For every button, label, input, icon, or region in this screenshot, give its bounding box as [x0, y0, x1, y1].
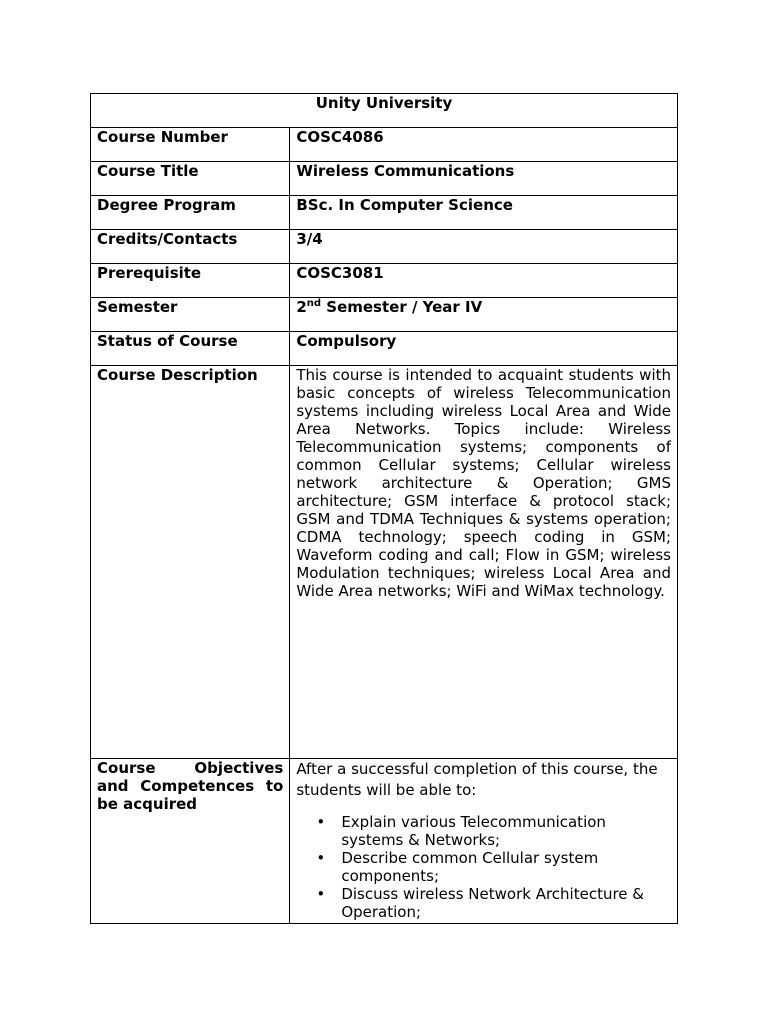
prerequisite-value: COSC3081	[290, 264, 678, 298]
list-item	[296, 849, 671, 885]
list-item	[296, 885, 671, 921]
table-row-status	[91, 332, 678, 366]
degree-program-label: Degree Program	[91, 196, 290, 230]
course-objectives-label: Course Objectives and Competences to be acquired	[91, 759, 290, 924]
credits-label: Credits/Contacts	[91, 230, 290, 264]
list-item	[296, 813, 671, 849]
bullet-icon: •	[316, 813, 326, 831]
course-description-label: Course Description	[91, 366, 290, 759]
table-row-semester	[91, 298, 678, 332]
table-row-description	[91, 366, 678, 759]
semester-value	[290, 298, 678, 332]
university-title-cell	[91, 94, 678, 128]
course-title-value: Wireless Communications	[290, 162, 678, 196]
semester-label: Semester	[91, 298, 290, 332]
course-title-label: Course Title	[91, 162, 290, 196]
objective-text: Describe common Cellular system components;	[341, 849, 599, 885]
course-number-value: COSC4086	[290, 128, 678, 162]
university-title: Unity University	[315, 94, 453, 112]
degree-program-value: BSc. In Computer Science	[290, 196, 678, 230]
semester-number: 2	[296, 298, 307, 316]
course-number-label: Course Number	[91, 128, 290, 162]
semester-ordinal-suffix: nd	[306, 298, 322, 309]
table-title-row	[91, 94, 678, 128]
bullet-icon: •	[316, 849, 326, 867]
table-row-course-number	[91, 128, 678, 162]
semester-text: Semester / Year IV	[321, 298, 483, 316]
objectives-intro: After a successful completion of this course, the students will be able to:	[296, 760, 658, 799]
status-value: Compulsory	[290, 332, 678, 366]
credits-value: 3/4	[290, 230, 678, 264]
bullet-icon: •	[316, 885, 326, 903]
table-row-degree-program	[91, 196, 678, 230]
status-label: Status of Course	[91, 332, 290, 366]
table-row-prerequisite	[91, 264, 678, 298]
prerequisite-label: Prerequisite	[91, 264, 290, 298]
objective-text: Explain various Telecommunication systems & Networks;	[341, 813, 606, 849]
course-info-table	[90, 93, 678, 924]
table-row-course-title	[91, 162, 678, 196]
course-objectives-cell	[290, 759, 678, 924]
objective-text: Discuss wireless Network Architecture & Operation;	[341, 885, 645, 921]
table-row-credits	[91, 230, 678, 264]
objectives-list	[296, 813, 671, 921]
table-row-objectives	[91, 759, 678, 924]
course-description-text: This course is intended to acquaint students with basic concepts of wireless Telecommunication systems including wireless Local Area and Wide Area Networks. Topics include: Wireless Telecommunication systems; components of common Cellular systems; Cellular wireless network architecture & Operation; GMS architecture; GSM interface & protocol stack; GSM and TDMA Techniques & systems operation; CDMA technology; speech coding in GSM; Waveform coding and call; Flow in GSM; wireless Modulation techniques; wireless Local Area and Wide Area networks; WiFi and WiMax technology.	[290, 366, 678, 759]
